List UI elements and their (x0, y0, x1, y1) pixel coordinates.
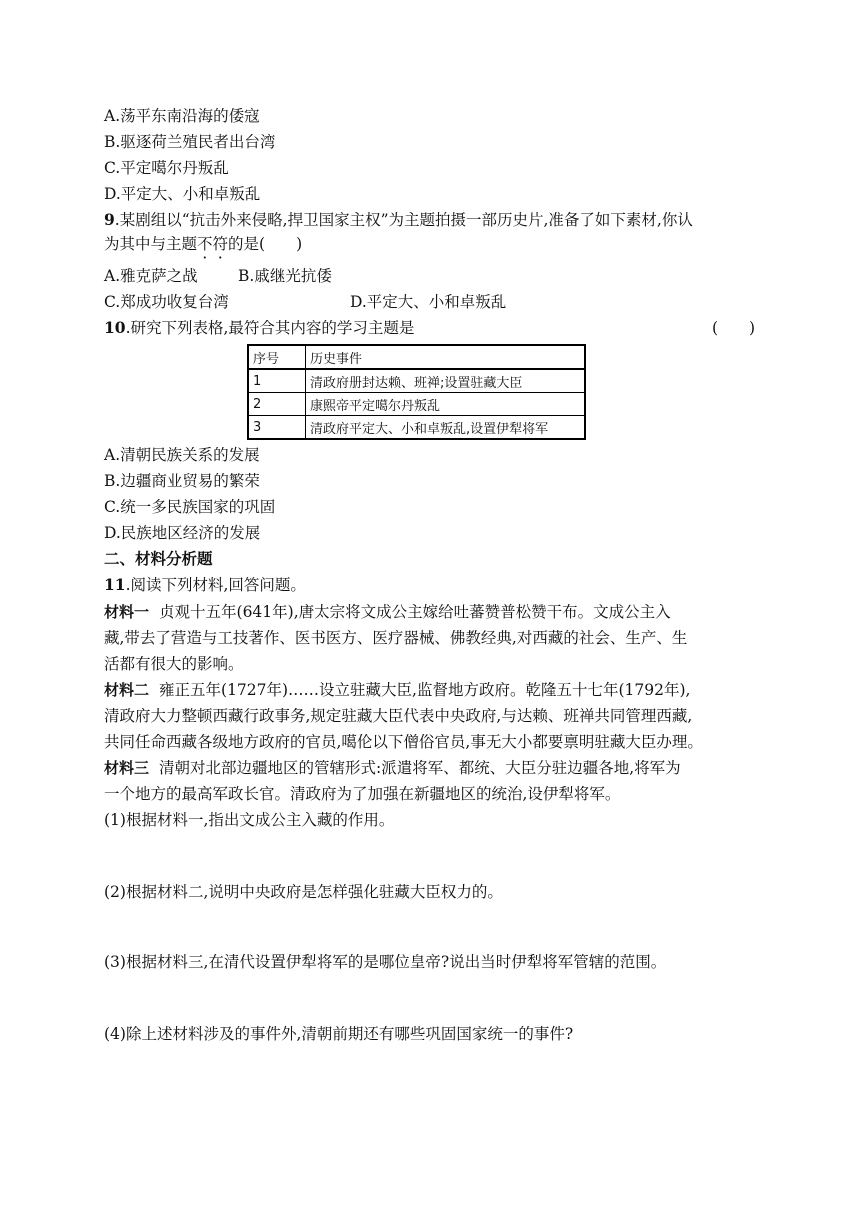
material-3-text1: 清朝对北部边疆地区的管辖形式:派遣将军、都统、大臣分驻边疆各地,将军为 (159, 759, 681, 777)
q10-stem-text: .研究下列表格,最符合其内容的学习主题是 (125, 319, 415, 337)
q9-stem-line2 (104, 232, 302, 256)
material-2-line2: 清政府大力整顿西藏行政事务,规定驻藏大臣代表中央政府,与达赖、班禅共同管理西藏, (104, 707, 693, 725)
table-header-event: 历史事件 (306, 345, 586, 369)
material-2-label: 材料二 (104, 681, 150, 699)
q9-emphasis-char-1: 不 (197, 235, 213, 253)
sub-question-3: (3)根据材料三,在清代设置伊犁将军的是哪位皇帝?说出当时伊犁将军管辖的范围。 (104, 953, 667, 971)
q10-option-a: A.清朝民族关系的发展 (104, 446, 260, 464)
q10-answer-paren: ( ) (712, 319, 756, 337)
q10-option-d: D.民族地区经济的发展 (104, 524, 261, 542)
table-header-index: 序号 (248, 345, 306, 369)
material-3-label: 材料三 (104, 759, 150, 777)
q10-stem (104, 316, 414, 340)
table-row (248, 369, 585, 393)
q10-number: 10 (104, 318, 126, 337)
material-1-line1 (104, 600, 754, 624)
material-1-text1: 贞观十五年(641年),唐太宗将文成公主嫁给吐蕃赞普松赞干布。文成公主入 (159, 603, 671, 621)
q8-option-b: B.驱逐荷兰殖民者出台湾 (104, 133, 276, 151)
material-1-label: 材料一 (104, 603, 150, 621)
q10-option-b: B.边疆商业贸易的繁荣 (104, 472, 260, 490)
table-cell-event: 清政府平定大、小和卓叛乱,设置伊犁将军 (306, 416, 586, 440)
q9-number: 9 (104, 210, 115, 229)
sub-question-1: (1)根据材料一,指出文成公主入藏的作用。 (104, 811, 395, 829)
table-header-row (248, 345, 585, 369)
q8-option-c: C.平定噶尔丹叛乱 (104, 159, 229, 177)
section-title: 二、材料分析题 (104, 550, 213, 568)
q11-stem-text: .阅读下列材料,回答问题。 (125, 576, 306, 594)
q9-stem-text2-post: 的是( ) (228, 235, 303, 253)
sub-question-2: (2)根据材料二,说明中央政府是怎样强化驻藏大臣权力的。 (104, 883, 503, 901)
material-2-line3: 共同任命西藏各级地方政府的官员,噶伦以下僧俗官员,事无大小都要禀明驻藏大臣办理。 (104, 733, 703, 751)
material-2-text1: 雍正五年(1727年)……设立驻藏大臣,监督地方政府。乾隆五十七年(1792年), (159, 681, 691, 699)
q9-option-b: B.戚继光抗倭 (238, 267, 332, 285)
q9-emphasis-char-2: 符 (212, 235, 229, 253)
q9-stem-text2-pre: 为其中与主题 (104, 235, 198, 253)
q9-stem-line1 (104, 208, 693, 232)
events-table (247, 344, 586, 440)
sub-question-4: (4)除上述材料涉及的事件外,清朝前期还有哪些巩固国家统一的事件? (104, 1025, 574, 1043)
table-cell-index: 2 (248, 393, 306, 416)
material-3-line1 (104, 756, 754, 780)
table-row (248, 393, 585, 416)
material-1-line2: 藏,带去了营造与工技著作、医书医方、医疗器械、佛教经典,对西藏的社会、生产、生 (104, 629, 688, 647)
q9-option-d: D.平定大、小和卓叛乱 (350, 293, 507, 311)
table-cell-event: 清政府册封达赖、班禅;设置驻藏大臣 (306, 369, 586, 393)
table-cell-index: 1 (248, 369, 306, 393)
table-cell-event: 康熙帝平定噶尔丹叛乱 (306, 393, 586, 416)
q10-option-c: C.统一多民族国家的巩固 (104, 498, 276, 516)
q8-option-a: A.荡平东南沿海的倭寇 (104, 107, 260, 125)
table-cell-index: 3 (248, 416, 306, 440)
material-2-line1 (104, 678, 754, 702)
q11-number: 11 (104, 575, 126, 594)
material-3-line2: 一个地方的最高军政长官。清政府为了加强在新疆地区的统治,设伊犁将军。 (104, 785, 621, 803)
q9-option-a: A.雅克萨之战 (104, 267, 198, 285)
table-row (248, 416, 585, 440)
q9-stem-text1: .某剧组以“抗击外来侵略,捍卫国家主权”为主题拍摄一部历史片,准备了如下素材,你认 (114, 211, 693, 229)
q9-option-c: C.郑成功收复台湾 (104, 293, 229, 311)
q11-stem (104, 573, 306, 597)
q8-option-d: D.平定大、小和卓叛乱 (104, 185, 261, 203)
material-1-line3: 活都有很大的影响。 (104, 655, 244, 673)
